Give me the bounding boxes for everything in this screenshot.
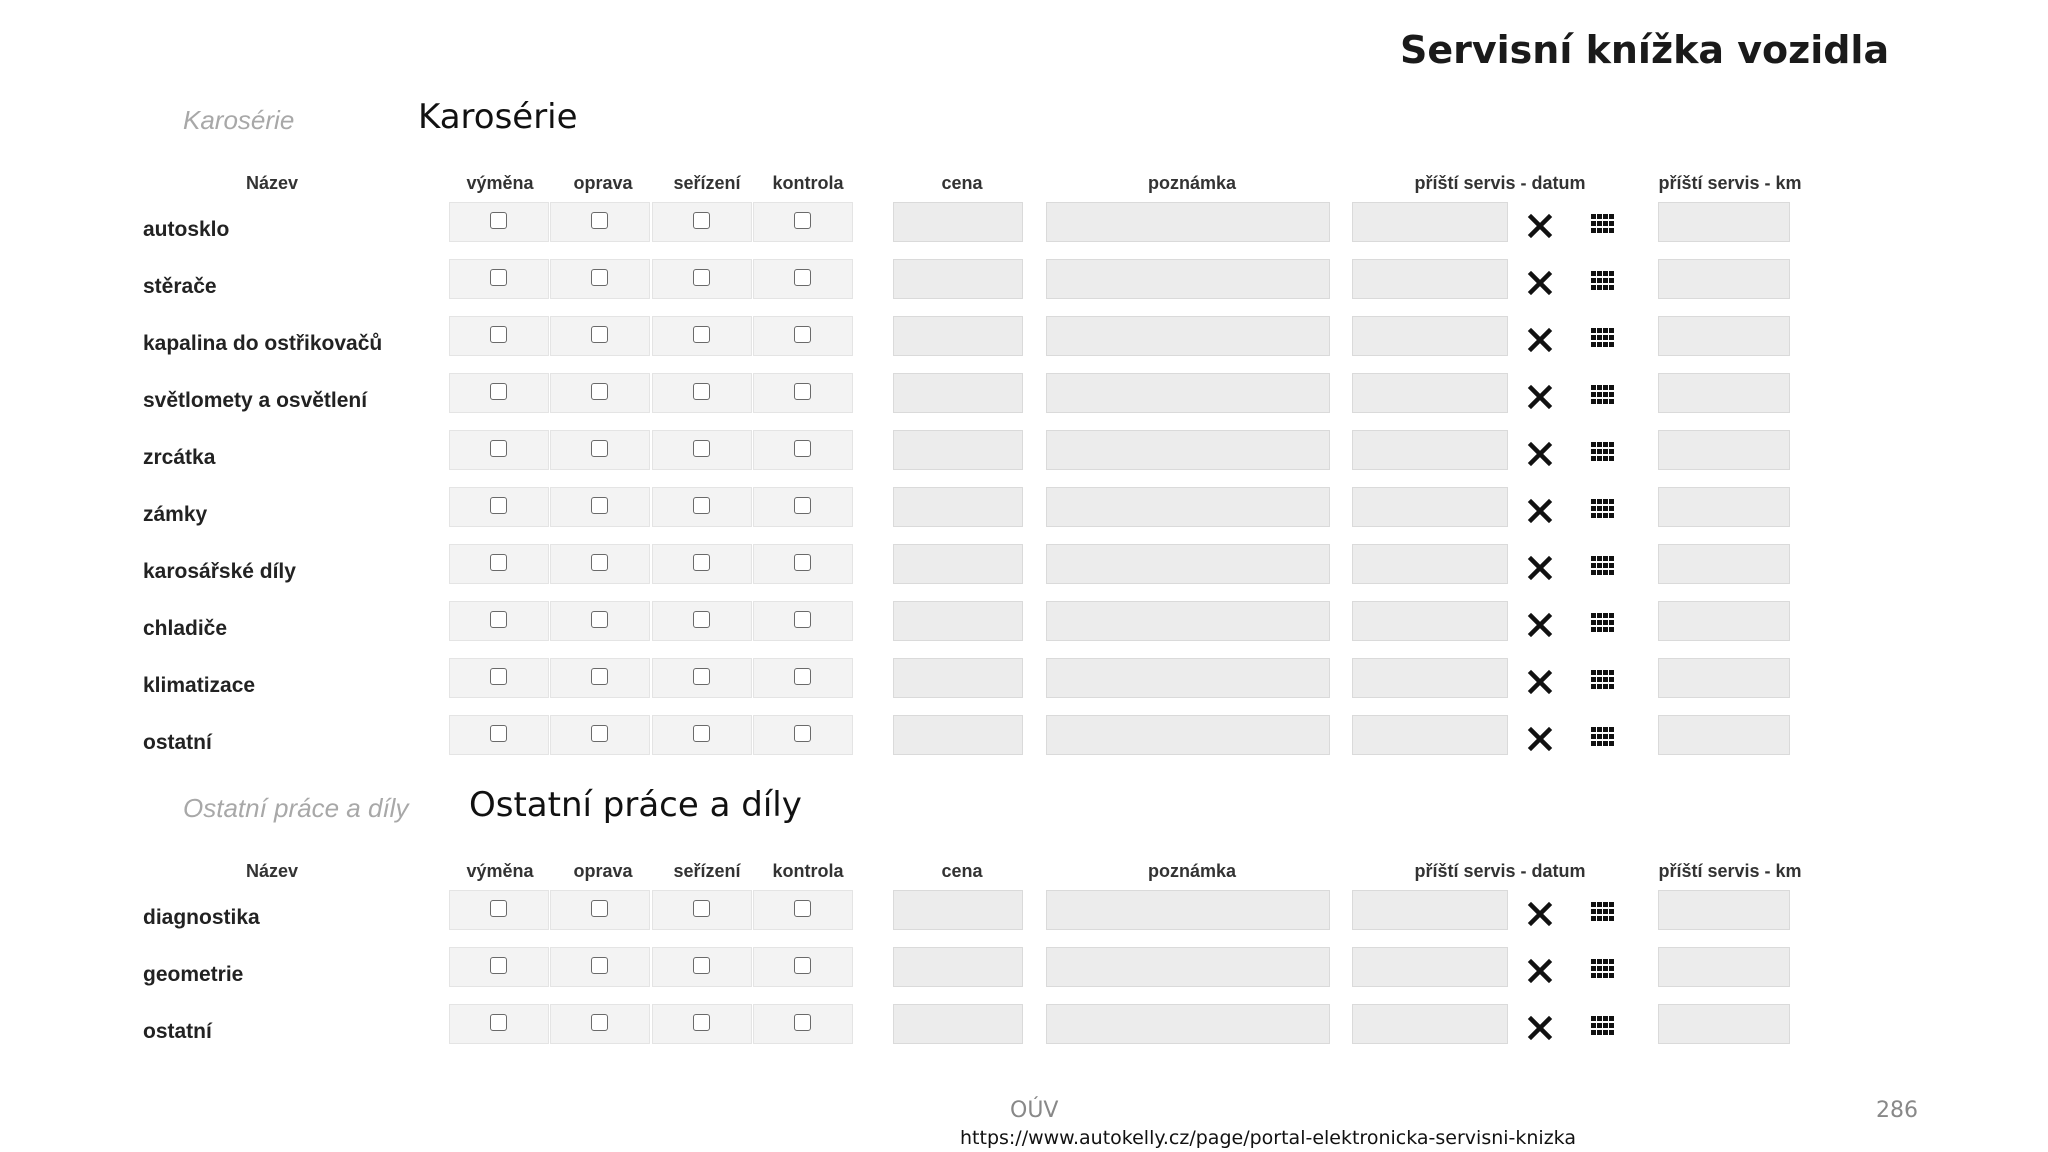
- adjust-checkbox[interactable]: [693, 212, 710, 229]
- close-icon[interactable]: [1527, 327, 1553, 353]
- adjust-checkbox[interactable]: [693, 554, 710, 571]
- row-name: zrcátka: [143, 446, 216, 469]
- calendar-grid-icon[interactable]: [1591, 499, 1615, 519]
- next-service-date-input[interactable]: [1352, 658, 1508, 698]
- calendar-grid-icon[interactable]: [1591, 727, 1615, 747]
- repair-checkbox[interactable]: [591, 957, 608, 974]
- table-row: [0, 1004, 2048, 1060]
- replace-checkbox[interactable]: [490, 957, 507, 974]
- checkbox-cell-repair: [550, 601, 650, 641]
- calendar-grid-icon[interactable]: [1591, 670, 1615, 690]
- close-icon[interactable]: [1527, 555, 1553, 581]
- price-input[interactable]: [893, 1004, 1023, 1044]
- price-input[interactable]: [893, 487, 1023, 527]
- checkbox-cell-adjust: [652, 544, 752, 584]
- checkbox-cell-repair: [550, 1004, 650, 1044]
- repair-checkbox[interactable]: [591, 269, 608, 286]
- next-service-km-input[interactable]: [1658, 202, 1790, 242]
- next-service-km-input[interactable]: [1658, 316, 1790, 356]
- repair-checkbox[interactable]: [591, 440, 608, 457]
- repair-checkbox[interactable]: [591, 212, 608, 229]
- checkbox-cell-replace: [449, 544, 549, 584]
- checkbox-cell-adjust: [652, 601, 752, 641]
- next-service-date-input[interactable]: [1352, 202, 1508, 242]
- checkbox-cell-replace: [449, 601, 549, 641]
- calendar-grid-icon[interactable]: [1591, 271, 1615, 291]
- price-input[interactable]: [893, 890, 1023, 930]
- close-icon[interactable]: [1527, 498, 1553, 524]
- table-row: [0, 890, 2048, 946]
- replace-checkbox[interactable]: [490, 440, 507, 457]
- adjust-checkbox[interactable]: [693, 900, 710, 917]
- replace-checkbox[interactable]: [490, 1014, 507, 1031]
- checkbox-cell-repair: [550, 947, 650, 987]
- checkbox-cell-replace: [449, 1004, 549, 1044]
- checkbox-cell-adjust: [652, 316, 752, 356]
- column-header-check: kontrola: [772, 173, 844, 193]
- table-row: [0, 601, 2048, 657]
- next-service-km-input[interactable]: [1658, 487, 1790, 527]
- checkbox-cell-repair: [550, 487, 650, 527]
- price-input[interactable]: [893, 316, 1023, 356]
- column-header-note: poznámka: [1147, 173, 1237, 193]
- table-row: [0, 316, 2048, 372]
- checkbox-cell-adjust: [652, 890, 752, 930]
- repair-checkbox[interactable]: [591, 383, 608, 400]
- row-name: geometrie: [143, 963, 244, 986]
- next-service-km-input[interactable]: [1658, 373, 1790, 413]
- adjust-checkbox[interactable]: [693, 326, 710, 343]
- repair-checkbox[interactable]: [591, 497, 608, 514]
- next-service-km-input[interactable]: [1658, 601, 1790, 641]
- price-input[interactable]: [893, 373, 1023, 413]
- price-input[interactable]: [893, 544, 1023, 584]
- checkbox-cell-replace: [449, 715, 549, 755]
- next-service-km-input[interactable]: [1658, 1004, 1790, 1044]
- adjust-checkbox[interactable]: [693, 440, 710, 457]
- next-service-date-input[interactable]: [1352, 890, 1508, 930]
- calendar-grid-icon[interactable]: [1591, 214, 1615, 234]
- column-header-price: cena: [941, 861, 983, 881]
- table-row: [0, 947, 2048, 1003]
- checkbox-cell-replace: [449, 373, 549, 413]
- note-input[interactable]: [1046, 601, 1330, 641]
- note-input[interactable]: [1046, 487, 1330, 527]
- adjust-checkbox[interactable]: [693, 611, 710, 628]
- checkbox-cell-repair: [550, 316, 650, 356]
- checkbox-cell-check: [753, 316, 853, 356]
- row-name: stěrače: [143, 275, 217, 298]
- replace-checkbox[interactable]: [490, 554, 507, 571]
- checkbox-cell-check: [753, 715, 853, 755]
- column-header-replace: výměna: [466, 861, 534, 881]
- checkbox-cell-repair: [550, 890, 650, 930]
- section-heading: Karosérie: [418, 97, 578, 137]
- page-title: Servisní knížka vozidla: [1400, 28, 1890, 72]
- calendar-grid-icon[interactable]: [1591, 328, 1615, 348]
- row-name: diagnostika: [143, 906, 260, 929]
- note-input[interactable]: [1046, 1004, 1330, 1044]
- section-ghost-label: Karosérie: [183, 105, 295, 135]
- table-row: [0, 544, 2048, 600]
- row-name: kapalina do ostřikovačů: [143, 332, 383, 355]
- replace-checkbox[interactable]: [490, 725, 507, 742]
- next-service-date-input[interactable]: [1352, 1004, 1508, 1044]
- table-row: [0, 430, 2048, 486]
- repair-checkbox[interactable]: [591, 900, 608, 917]
- footer-organization: OÚV: [1010, 1098, 1059, 1123]
- next-service-date-input[interactable]: [1352, 430, 1508, 470]
- footer-url: https://www.autokelly.cz/page/portal-elektronicka-servisni-knizka: [960, 1127, 1576, 1149]
- next-service-date-input[interactable]: [1352, 715, 1508, 755]
- next-service-date-input[interactable]: [1352, 601, 1508, 641]
- checkbox-cell-repair: [550, 715, 650, 755]
- check-checkbox[interactable]: [794, 554, 811, 571]
- column-header-name: Název: [245, 173, 299, 193]
- checkbox-cell-repair: [550, 259, 650, 299]
- note-input[interactable]: [1046, 316, 1330, 356]
- check-checkbox[interactable]: [794, 497, 811, 514]
- check-checkbox[interactable]: [794, 611, 811, 628]
- next-service-km-input[interactable]: [1658, 890, 1790, 930]
- next-service-date-input[interactable]: [1352, 316, 1508, 356]
- table-row: [0, 259, 2048, 315]
- column-header-next-date: příští servis - datum: [1414, 173, 1586, 193]
- checkbox-cell-check: [753, 947, 853, 987]
- replace-checkbox[interactable]: [490, 611, 507, 628]
- table-row: [0, 202, 2048, 258]
- calendar-grid-icon[interactable]: [1591, 613, 1615, 633]
- checkbox-cell-adjust: [652, 658, 752, 698]
- checkbox-cell-adjust: [652, 259, 752, 299]
- close-icon[interactable]: [1527, 726, 1553, 752]
- adjust-checkbox[interactable]: [693, 725, 710, 742]
- replace-checkbox[interactable]: [490, 497, 507, 514]
- close-icon[interactable]: [1527, 384, 1553, 410]
- repair-checkbox[interactable]: [591, 326, 608, 343]
- note-input[interactable]: [1046, 544, 1330, 584]
- close-icon[interactable]: [1527, 441, 1553, 467]
- close-icon[interactable]: [1527, 270, 1553, 296]
- note-input[interactable]: [1046, 947, 1330, 987]
- check-checkbox[interactable]: [794, 957, 811, 974]
- checkbox-cell-adjust: [652, 715, 752, 755]
- column-header-note: poznámka: [1147, 861, 1237, 881]
- column-header-name: Název: [245, 861, 299, 881]
- check-checkbox[interactable]: [794, 383, 811, 400]
- next-service-date-input[interactable]: [1352, 373, 1508, 413]
- table-row: [0, 487, 2048, 543]
- checkbox-cell-replace: [449, 259, 549, 299]
- price-input[interactable]: [893, 601, 1023, 641]
- checkbox-cell-replace: [449, 316, 549, 356]
- checkbox-cell-repair: [550, 373, 650, 413]
- column-header-adjust: seřízení: [673, 173, 741, 193]
- row-name: autosklo: [143, 218, 230, 241]
- check-checkbox[interactable]: [794, 1014, 811, 1031]
- price-input[interactable]: [893, 202, 1023, 242]
- checkbox-cell-check: [753, 890, 853, 930]
- note-input[interactable]: [1046, 715, 1330, 755]
- checkbox-cell-check: [753, 601, 853, 641]
- replace-checkbox[interactable]: [490, 326, 507, 343]
- next-service-km-input[interactable]: [1658, 715, 1790, 755]
- table-row: [0, 373, 2048, 429]
- section-ghost-label: Ostatní práce a díly: [183, 793, 409, 823]
- close-icon[interactable]: [1527, 958, 1553, 984]
- checkbox-cell-adjust: [652, 487, 752, 527]
- repair-checkbox[interactable]: [591, 611, 608, 628]
- checkbox-cell-replace: [449, 890, 549, 930]
- close-icon[interactable]: [1527, 1015, 1553, 1041]
- replace-checkbox[interactable]: [490, 900, 507, 917]
- check-checkbox[interactable]: [794, 900, 811, 917]
- note-input[interactable]: [1046, 890, 1330, 930]
- note-input[interactable]: [1046, 658, 1330, 698]
- checkbox-cell-adjust: [652, 1004, 752, 1044]
- replace-checkbox[interactable]: [490, 383, 507, 400]
- adjust-checkbox[interactable]: [693, 1014, 710, 1031]
- row-name: chladiče: [143, 617, 228, 640]
- checkbox-cell-adjust: [652, 202, 752, 242]
- calendar-grid-icon[interactable]: [1591, 1016, 1615, 1036]
- column-header-repair: oprava: [573, 173, 633, 193]
- row-name: ostatní: [143, 731, 212, 754]
- checkbox-cell-check: [753, 259, 853, 299]
- checkbox-cell-replace: [449, 658, 549, 698]
- price-input[interactable]: [893, 259, 1023, 299]
- table-row: [0, 715, 2048, 771]
- checkbox-cell-check: [753, 202, 853, 242]
- checkbox-cell-replace: [449, 947, 549, 987]
- row-name: karosářské díly: [143, 560, 296, 583]
- price-input[interactable]: [893, 658, 1023, 698]
- close-icon[interactable]: [1527, 669, 1553, 695]
- repair-checkbox[interactable]: [591, 668, 608, 685]
- checkbox-cell-check: [753, 1004, 853, 1044]
- check-checkbox[interactable]: [794, 440, 811, 457]
- next-service-date-input[interactable]: [1352, 544, 1508, 584]
- adjust-checkbox[interactable]: [693, 668, 710, 685]
- replace-checkbox[interactable]: [490, 668, 507, 685]
- column-header-price: cena: [941, 173, 983, 193]
- price-input[interactable]: [893, 430, 1023, 470]
- checkbox-cell-check: [753, 544, 853, 584]
- calendar-grid-icon[interactable]: [1591, 959, 1615, 979]
- column-header-next-km: příští servis - km: [1658, 861, 1802, 881]
- checkbox-cell-adjust: [652, 373, 752, 413]
- table-row: [0, 658, 2048, 714]
- row-name: zámky: [143, 503, 208, 526]
- checkbox-cell-check: [753, 373, 853, 413]
- section-heading: Ostatní práce a díly: [469, 785, 802, 825]
- checkbox-cell-adjust: [652, 430, 752, 470]
- calendar-grid-icon[interactable]: [1591, 902, 1615, 922]
- checkbox-cell-check: [753, 430, 853, 470]
- next-service-date-input[interactable]: [1352, 947, 1508, 987]
- close-icon[interactable]: [1527, 612, 1553, 638]
- checkbox-cell-replace: [449, 430, 549, 470]
- check-checkbox[interactable]: [794, 725, 811, 742]
- adjust-checkbox[interactable]: [693, 957, 710, 974]
- checkbox-cell-repair: [550, 658, 650, 698]
- calendar-grid-icon[interactable]: [1591, 442, 1615, 462]
- next-service-km-input[interactable]: [1658, 259, 1790, 299]
- replace-checkbox[interactable]: [490, 269, 507, 286]
- close-icon[interactable]: [1527, 901, 1553, 927]
- close-icon[interactable]: [1527, 213, 1553, 239]
- repair-checkbox[interactable]: [591, 554, 608, 571]
- page-number: 286: [1876, 1098, 1918, 1123]
- adjust-checkbox[interactable]: [693, 497, 710, 514]
- adjust-checkbox[interactable]: [693, 269, 710, 286]
- check-checkbox[interactable]: [794, 668, 811, 685]
- note-input[interactable]: [1046, 430, 1330, 470]
- column-header-adjust: seřízení: [673, 861, 741, 881]
- check-checkbox[interactable]: [794, 212, 811, 229]
- adjust-checkbox[interactable]: [693, 383, 710, 400]
- column-header-next-date: příští servis - datum: [1414, 861, 1586, 881]
- column-header-check: kontrola: [772, 861, 844, 881]
- repair-checkbox[interactable]: [591, 725, 608, 742]
- checkbox-cell-adjust: [652, 947, 752, 987]
- column-header-next-km: příští servis - km: [1658, 173, 1802, 193]
- next-service-date-input[interactable]: [1352, 259, 1508, 299]
- checkbox-cell-check: [753, 487, 853, 527]
- price-input[interactable]: [893, 715, 1023, 755]
- next-service-date-input[interactable]: [1352, 487, 1508, 527]
- column-header-replace: výměna: [466, 173, 534, 193]
- note-input[interactable]: [1046, 202, 1330, 242]
- price-input[interactable]: [893, 947, 1023, 987]
- row-name: ostatní: [143, 1020, 212, 1043]
- column-header-repair: oprava: [573, 861, 633, 881]
- note-input[interactable]: [1046, 259, 1330, 299]
- checkbox-cell-repair: [550, 544, 650, 584]
- checkbox-cell-check: [753, 658, 853, 698]
- next-service-km-input[interactable]: [1658, 658, 1790, 698]
- note-input[interactable]: [1046, 373, 1330, 413]
- check-checkbox[interactable]: [794, 269, 811, 286]
- checkbox-cell-repair: [550, 202, 650, 242]
- checkbox-cell-replace: [449, 202, 549, 242]
- checkbox-cell-repair: [550, 430, 650, 470]
- next-service-km-input[interactable]: [1658, 544, 1790, 584]
- replace-checkbox[interactable]: [490, 212, 507, 229]
- row-name: klimatizace: [143, 674, 256, 697]
- next-service-km-input[interactable]: [1658, 430, 1790, 470]
- repair-checkbox[interactable]: [591, 1014, 608, 1031]
- check-checkbox[interactable]: [794, 326, 811, 343]
- next-service-km-input[interactable]: [1658, 947, 1790, 987]
- calendar-grid-icon[interactable]: [1591, 385, 1615, 405]
- calendar-grid-icon[interactable]: [1591, 556, 1615, 576]
- checkbox-cell-replace: [449, 487, 549, 527]
- row-name: světlomety a osvětlení: [143, 389, 368, 412]
